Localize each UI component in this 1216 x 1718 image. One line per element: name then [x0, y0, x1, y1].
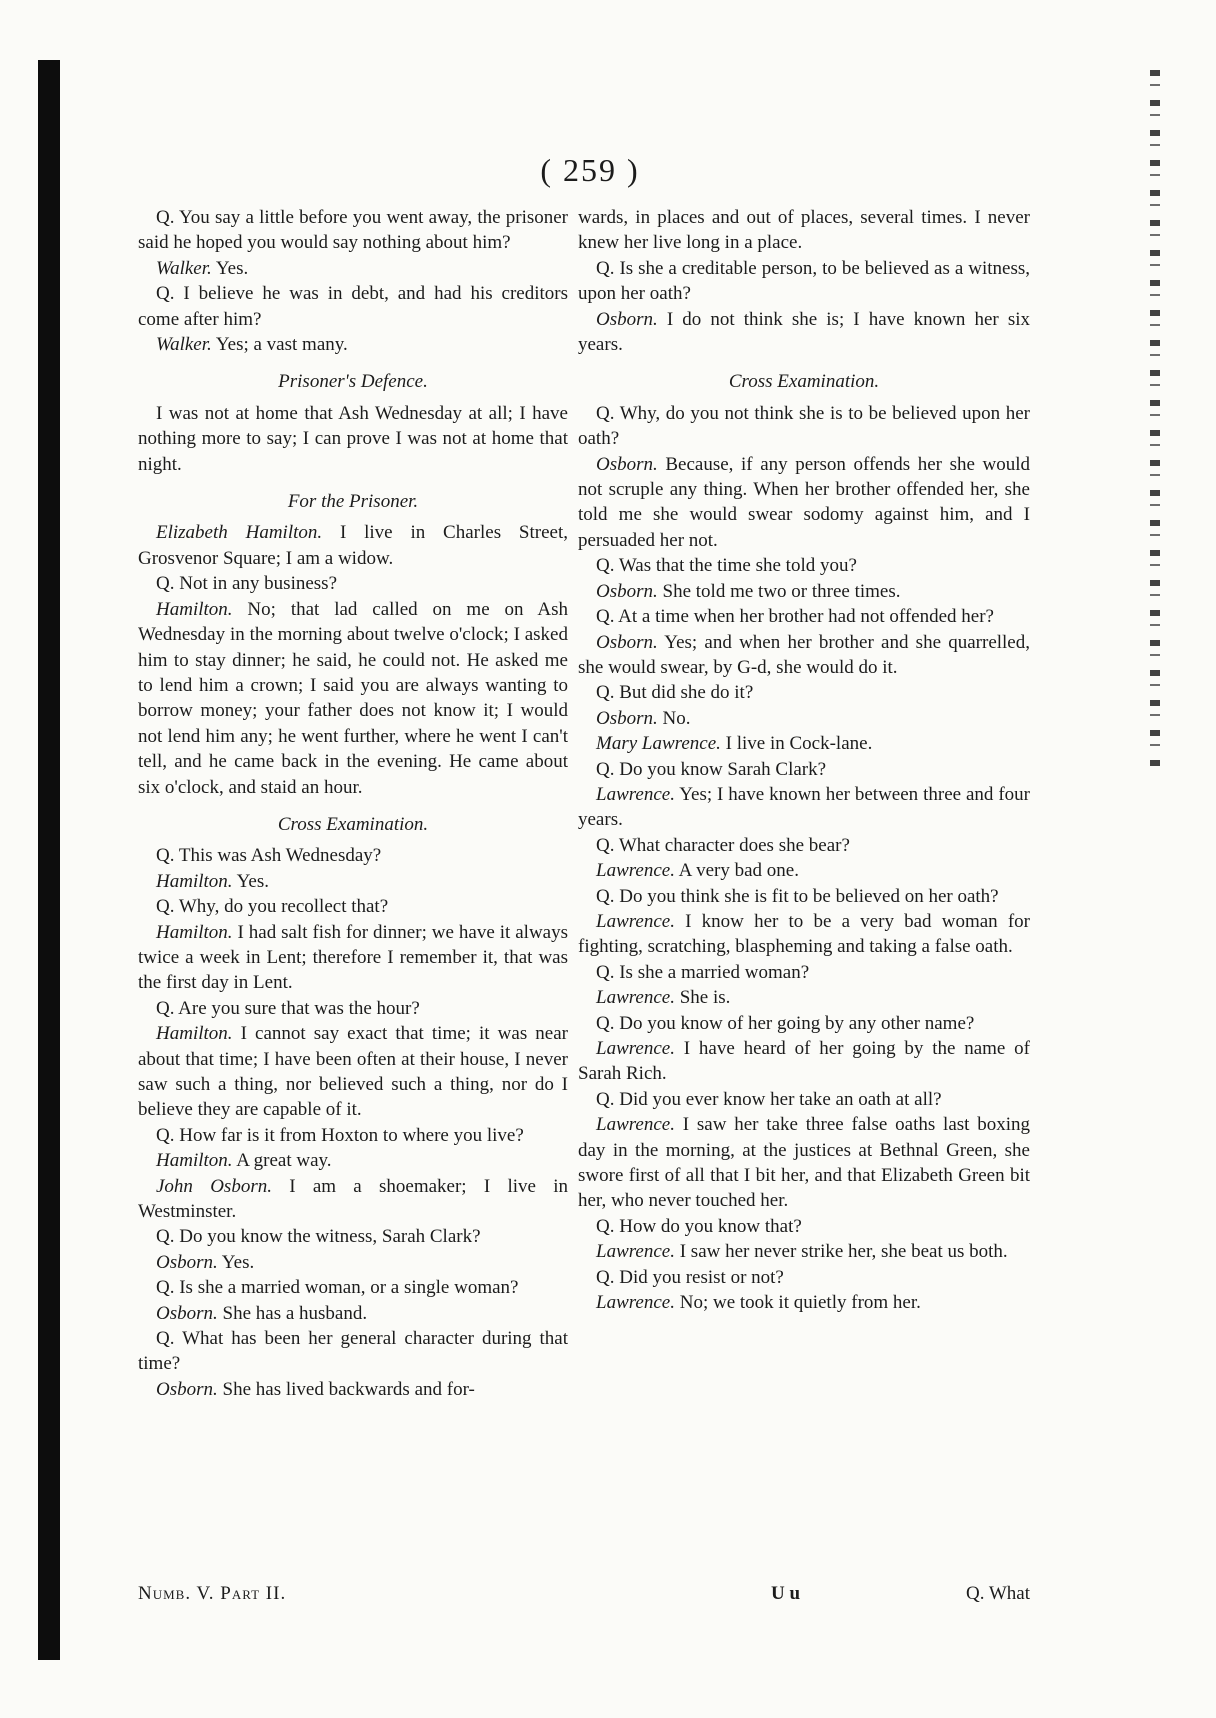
paragraph [138, 1123, 568, 1148]
paragraph-text: Yes. [232, 870, 269, 892]
paragraph [578, 960, 1030, 985]
part-label: Numb. V. Part II. [138, 1583, 287, 1604]
paragraph [578, 579, 1030, 604]
speaker-name: Osborn. [156, 1378, 218, 1400]
paragraph [578, 680, 1030, 705]
right-column [578, 205, 1030, 1315]
paragraph [578, 307, 1030, 358]
speaker-name: Hamilton. [156, 870, 233, 892]
paragraph [578, 1290, 1030, 1315]
paragraph [578, 858, 1030, 883]
paragraph [138, 1224, 568, 1249]
paragraph-text: A very bad one. [674, 860, 799, 882]
paragraph-text: Yes. [211, 257, 249, 279]
paragraph [138, 869, 568, 894]
speaker-name: Osborn. [156, 1302, 218, 1324]
paragraph-text: No; that lad called on me on Ash Wednesday in the morning about twelve o'clock; I asked him to stay dinner; he said, he could not. He asked me to lend him a crown; I said you are always wanting to borrow money; your father does not know it; I would not lend him any; he went further, where he went I can't tell, and he came back in the evening. He came about six o'clock, and staid an hour. [138, 598, 568, 798]
paragraph [578, 1214, 1030, 1239]
paragraph [578, 706, 1030, 731]
paragraph-text: Q. At a time when her brother had not offended her? [596, 606, 994, 628]
paragraph [138, 1250, 568, 1275]
paragraph [578, 1087, 1030, 1112]
paragraph-text: Yes; I have known her between three and four years. [578, 783, 1030, 831]
speaker-name: Lawrence. [596, 1241, 675, 1263]
left-column [138, 205, 568, 1402]
paragraph-text: Q. What character does she bear? [596, 834, 850, 856]
paragraph-text: Q. You say a little before you went away, the prisoner said he hoped you would say nothing about him? [138, 207, 568, 254]
paragraph-text: Because, if any person offends her she would not scruple any thing. When her brother offended her, she told me she would swear sodomy against him, and I persuaded her not. [578, 453, 1030, 551]
speaker-name: Lawrence. [596, 1292, 675, 1314]
speaker-name: Hamilton. [156, 598, 233, 620]
speaker-name: Mary Lawrence. [596, 733, 721, 755]
speaker-name: Hamilton. [156, 921, 233, 943]
paragraph [578, 1036, 1030, 1087]
paragraph [138, 1021, 568, 1123]
paragraph [138, 281, 568, 332]
speaker-name: Lawrence. [596, 987, 675, 1009]
paragraph [578, 1112, 1030, 1214]
paragraph [578, 833, 1030, 858]
paragraph [138, 520, 568, 571]
paragraph-text: No; we took it quietly from her. [674, 1292, 921, 1314]
paragraph [138, 1148, 568, 1173]
paragraph [138, 1326, 568, 1377]
paragraph [578, 782, 1030, 833]
paragraph-text: Q. Do you think she is fit to be believed on her oath? [596, 885, 999, 907]
paragraph-text: I saw her never strike her, she beat us both. [674, 1241, 1008, 1263]
paragraph-text: Q. Is she a married woman? [596, 961, 810, 983]
paragraph-text: Yes; and when her brother and she quarrelled, she would swear, by G-d, she would do it. [578, 631, 1030, 678]
paragraph-text: Q. Did you resist or not? [596, 1266, 784, 1288]
paragraph-text: Q. Is she a married woman, or a single woman? [156, 1277, 519, 1299]
paragraph-text: I saw her take three false oaths last boxing day in the morning, at the justices at Bethnal Green, she swore first of all that I bit her, and that Elizabeth Green bit her, who never touched her. [578, 1114, 1030, 1212]
speaker-name: Osborn. [596, 308, 658, 330]
paragraph-text: Q. How do you know that? [596, 1215, 802, 1237]
paragraph [138, 401, 568, 477]
paragraph [138, 843, 568, 868]
paragraph-text: Yes. [217, 1251, 255, 1273]
page-number: ( 259 ) [540, 152, 640, 188]
speaker-name: John Osborn. [156, 1175, 272, 1197]
speaker-name: Osborn. [156, 1251, 218, 1273]
paragraph-text: Q. Not in any business? [156, 573, 338, 595]
paragraph-text: Q. Why, do you not think she is to be believed upon her oath? [578, 402, 1030, 450]
paragraph-text: Q. Are you sure that was the hour? [156, 997, 420, 1019]
paragraph-text: I cannot say exact that time; it was near about that time; I have been often at their house, I never saw such a thing, nor believed such a thing, nor do I believe they are capable of it. [138, 1023, 568, 1121]
paragraph-text: No. [657, 707, 691, 729]
paragraph-text: Q. How far is it from Hoxton to where you live? [156, 1124, 524, 1146]
paragraph [138, 894, 568, 919]
paragraph [138, 332, 568, 357]
catchword: Q. What [965, 1583, 1030, 1604]
paragraph [578, 205, 1030, 256]
paragraph-text: Q. This was Ash Wednesday? [156, 845, 382, 867]
paragraph [578, 884, 1030, 909]
paragraph [138, 571, 568, 596]
section-heading: Cross Examination. [728, 371, 880, 393]
paragraph-text: wards, in places and out of places, several times. I never knew her live long in a place. [578, 207, 1030, 254]
speaker-name: Lawrence. [596, 1114, 675, 1136]
paragraph [578, 985, 1030, 1010]
speaker-name: Lawrence. [596, 860, 675, 882]
paragraph-text: I live in Cock-lane. [720, 733, 873, 755]
book-spine-shadow [38, 60, 60, 1660]
paragraph-text: Q. Why, do you recollect that? [156, 896, 389, 918]
speaker-name: Hamilton. [156, 1023, 233, 1045]
paragraph [578, 1011, 1030, 1036]
paragraph-text: A great way. [232, 1150, 332, 1172]
paragraph-text: Q. Is she a creditable person, to be believed as a witness, upon her oath? [578, 257, 1030, 305]
paragraph-text: She has a husband. [217, 1302, 368, 1324]
paragraph-text: She has lived backwards and for- [217, 1378, 475, 1400]
paragraph [138, 1174, 568, 1225]
paragraph [138, 1301, 568, 1326]
section-heading: Prisoner's Defence. [278, 371, 428, 393]
section-heading: Cross Examination. [277, 813, 429, 835]
paragraph [578, 604, 1030, 629]
paragraph-text: Q. Did you ever know her take an oath at all? [596, 1088, 942, 1110]
paragraph [578, 909, 1030, 960]
speaker-name: Osborn. [596, 707, 658, 729]
speaker-name: Osborn. [596, 453, 658, 475]
paragraph [138, 205, 568, 256]
paragraph [138, 996, 568, 1021]
paragraph [578, 1239, 1030, 1264]
paragraph-text: Q. Do you know of her going by any other name? [596, 1012, 975, 1034]
paragraph-text: I do not think she is; I have known her six years. [578, 308, 1030, 356]
paragraph [578, 452, 1030, 554]
paragraph-text: Q. I believe he was in debt, and had his creditors come after him? [138, 283, 568, 330]
paragraph-text: I have heard of her going by the name of Sarah Rich. [578, 1038, 1030, 1085]
section-heading: For the Prisoner. [287, 491, 419, 513]
paragraph-text: Q. But did she do it? [596, 682, 754, 704]
paragraph-text: I was not at home that Ash Wednesday at all; I have nothing more to say; I can prove I was not at home that night. [138, 402, 568, 475]
speaker-name: Walker. [156, 334, 212, 356]
signature-mark: U u [771, 1583, 801, 1604]
paragraph-text: Q. What has been her general character during that time? [138, 1328, 568, 1375]
speaker-name: Elizabeth Hamilton. [156, 522, 323, 544]
paragraph-text: I am a shoemaker; I live in Westminster. [138, 1175, 568, 1223]
paragraph [578, 553, 1030, 578]
speaker-name: Lawrence. [596, 783, 675, 805]
speaker-name: Lawrence. [596, 1038, 675, 1059]
paragraph [578, 1265, 1030, 1290]
paragraph-text: Q. Do you know the witness, Sarah Clark? [156, 1226, 481, 1248]
paragraph [138, 1275, 568, 1300]
paragraph [138, 597, 568, 800]
paragraph [578, 401, 1030, 452]
paragraph-text: She is. [674, 987, 731, 1009]
paragraph-text: She told me two or three times. [657, 580, 901, 602]
paragraph [578, 757, 1030, 782]
paragraph [578, 256, 1030, 307]
speaker-name: Osborn. [596, 631, 658, 653]
paragraph-text: Yes; a vast many. [211, 334, 348, 356]
paragraph [138, 920, 568, 996]
speaker-name: Osborn. [596, 580, 658, 602]
paragraph-text: Q. Do you know Sarah Clark? [596, 758, 827, 780]
paragraph-text: I know her to be a very bad woman for fighting, scratching, blaspheming and taking a false oath. [578, 910, 1030, 958]
page-footer [138, 1583, 1030, 1611]
speaker-name: Walker. [156, 257, 212, 279]
paragraph [578, 731, 1030, 756]
paragraph [138, 1377, 568, 1402]
paragraph [578, 630, 1030, 681]
paragraph-text: I had salt fish for dinner; we have it always twice a week in Lent; therefore I remember it, that was the first day in Lent. [138, 921, 568, 994]
paragraph-text: Q. Was that the time she told you? [596, 555, 857, 577]
speaker-name: Hamilton. [156, 1150, 233, 1172]
page-edge-marks [1150, 70, 1160, 770]
speaker-name: Lawrence. [596, 910, 675, 932]
paragraph [138, 256, 568, 281]
paragraph-text: I live in Charles Street, Grosvenor Square; I am a widow. [138, 522, 568, 569]
